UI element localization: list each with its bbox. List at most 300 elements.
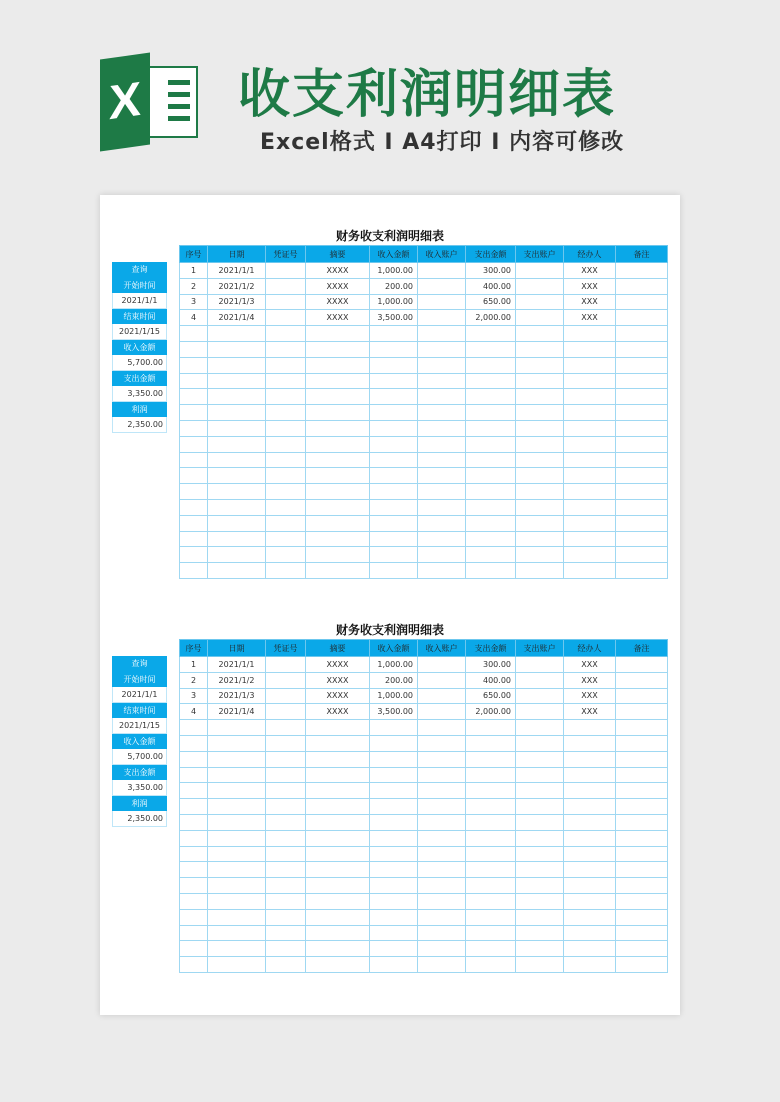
table-cell[interactable] [466,909,516,925]
table-cell[interactable] [616,814,668,830]
table-cell[interactable] [466,862,516,878]
table-cell[interactable]: 200.00 [370,278,418,294]
table-cell[interactable] [370,909,418,925]
table-cell[interactable] [266,720,306,736]
table-cell[interactable] [564,436,616,452]
table-cell[interactable] [516,720,564,736]
table-cell[interactable] [370,452,418,468]
table-cell[interactable] [516,468,564,484]
table-cell[interactable] [564,420,616,436]
table-cell[interactable] [564,751,616,767]
table-cell[interactable] [466,767,516,783]
table-cell[interactable] [306,326,370,342]
table-cell[interactable] [418,563,466,579]
table-cell[interactable] [418,704,466,720]
table-cell[interactable] [516,294,564,310]
table-cell[interactable] [306,405,370,421]
table-cell[interactable] [306,846,370,862]
table-cell[interactable]: 2021/1/3 [208,294,266,310]
table-cell[interactable] [306,547,370,563]
table-cell[interactable] [266,657,306,673]
table-cell[interactable]: 2,000.00 [466,310,516,326]
table-cell[interactable]: XXXX [306,310,370,326]
table-cell[interactable] [616,452,668,468]
table-cell[interactable] [616,405,668,421]
table-cell[interactable] [180,420,208,436]
table-cell[interactable] [418,263,466,279]
table-cell[interactable] [306,720,370,736]
table-cell[interactable] [370,941,418,957]
table-cell[interactable] [418,909,466,925]
table-cell[interactable] [616,389,668,405]
table-cell[interactable] [616,278,668,294]
table-cell[interactable] [208,389,266,405]
query-value[interactable]: 5,700.00 [112,749,167,765]
query-value[interactable]: 2021/1/1 [112,293,167,309]
table-cell[interactable] [266,862,306,878]
table-cell[interactable] [616,767,668,783]
table-cell[interactable] [616,310,668,326]
table-cell[interactable] [516,957,564,973]
table-cell[interactable] [616,547,668,563]
table-cell[interactable] [516,436,564,452]
table-cell[interactable]: 1 [180,263,208,279]
table-cell[interactable] [266,278,306,294]
table-cell[interactable] [516,846,564,862]
table-cell[interactable] [266,799,306,815]
table-cell[interactable] [180,751,208,767]
table-cell[interactable] [266,878,306,894]
table-cell[interactable]: 2021/1/4 [208,704,266,720]
table-cell[interactable] [306,373,370,389]
table-cell[interactable] [616,326,668,342]
table-cell[interactable] [180,547,208,563]
table-cell[interactable]: 3 [180,688,208,704]
table-cell[interactable] [180,720,208,736]
table-cell[interactable]: 650.00 [466,294,516,310]
table-cell[interactable] [616,862,668,878]
table-cell[interactable] [370,957,418,973]
table-cell[interactable] [370,563,418,579]
table-cell[interactable] [370,357,418,373]
table-cell[interactable] [208,862,266,878]
table-cell[interactable] [516,310,564,326]
query-value[interactable]: 2021/1/15 [112,718,167,734]
table-cell[interactable] [564,720,616,736]
table-cell[interactable] [266,814,306,830]
table-cell[interactable] [466,389,516,405]
table-cell[interactable] [180,326,208,342]
table-cell[interactable] [516,263,564,279]
table-cell[interactable]: 4 [180,704,208,720]
table-cell[interactable] [466,547,516,563]
table-cell[interactable] [418,751,466,767]
table-cell[interactable] [208,799,266,815]
table-cell[interactable] [564,735,616,751]
table-cell[interactable] [306,420,370,436]
table-cell[interactable] [564,357,616,373]
table-cell[interactable] [564,783,616,799]
table-cell[interactable] [516,484,564,500]
table-cell[interactable] [466,799,516,815]
table-cell[interactable]: 4 [180,310,208,326]
table-cell[interactable]: 3,500.00 [370,704,418,720]
table-cell[interactable] [208,878,266,894]
table-cell[interactable] [466,515,516,531]
table-cell[interactable] [208,751,266,767]
table-cell[interactable] [516,531,564,547]
table-cell[interactable] [306,893,370,909]
table-cell[interactable] [370,862,418,878]
table-cell[interactable] [616,499,668,515]
table-cell[interactable] [306,563,370,579]
table-cell[interactable] [370,799,418,815]
table-cell[interactable] [418,294,466,310]
table-cell[interactable] [564,830,616,846]
table-cell[interactable] [266,941,306,957]
table-cell[interactable] [516,688,564,704]
table-cell[interactable] [208,405,266,421]
table-cell[interactable] [370,830,418,846]
table-cell[interactable] [564,878,616,894]
table-cell[interactable] [208,735,266,751]
table-cell[interactable]: 200.00 [370,672,418,688]
table-cell[interactable] [516,357,564,373]
table-cell[interactable] [208,925,266,941]
table-cell[interactable] [208,893,266,909]
table-cell[interactable] [466,499,516,515]
table-cell[interactable] [418,436,466,452]
table-cell[interactable] [370,925,418,941]
table-cell[interactable] [370,878,418,894]
table-cell[interactable] [466,720,516,736]
table-cell[interactable]: 2021/1/1 [208,657,266,673]
table-cell[interactable] [616,357,668,373]
table-cell[interactable] [466,436,516,452]
table-cell[interactable] [370,341,418,357]
table-cell[interactable]: 300.00 [466,263,516,279]
table-cell[interactable]: 1 [180,657,208,673]
table-cell[interactable] [266,830,306,846]
table-cell[interactable] [266,405,306,421]
table-cell[interactable] [306,862,370,878]
table-cell[interactable] [418,373,466,389]
table-cell[interactable] [516,783,564,799]
table-cell[interactable] [616,672,668,688]
table-cell[interactable] [418,484,466,500]
table-cell[interactable] [180,846,208,862]
table-cell[interactable] [466,830,516,846]
table-cell[interactable] [564,452,616,468]
table-cell[interactable] [516,878,564,894]
table-cell[interactable] [616,893,668,909]
table-cell[interactable] [564,814,616,830]
table-cell[interactable] [516,830,564,846]
table-cell[interactable]: XXXX [306,294,370,310]
table-cell[interactable] [616,925,668,941]
table-cell[interactable] [616,657,668,673]
table-cell[interactable]: 1,000.00 [370,657,418,673]
table-cell[interactable] [370,436,418,452]
table-cell[interactable]: 2021/1/4 [208,310,266,326]
table-cell[interactable] [370,499,418,515]
table-cell[interactable] [418,720,466,736]
table-cell[interactable] [370,846,418,862]
table-cell[interactable] [370,735,418,751]
table-cell[interactable] [564,909,616,925]
table-cell[interactable] [180,499,208,515]
table-cell[interactable]: 3 [180,294,208,310]
table-cell[interactable] [418,830,466,846]
table-cell[interactable] [180,563,208,579]
table-cell[interactable] [370,484,418,500]
table-cell[interactable] [466,893,516,909]
table-cell[interactable] [180,341,208,357]
table-cell[interactable] [616,373,668,389]
table-cell[interactable]: 2 [180,672,208,688]
table-cell[interactable] [306,499,370,515]
table-cell[interactable] [466,814,516,830]
table-cell[interactable] [306,389,370,405]
table-cell[interactable] [516,420,564,436]
table-cell[interactable] [266,263,306,279]
table-cell[interactable] [616,957,668,973]
table-cell[interactable] [466,846,516,862]
query-value[interactable]: 2,350.00 [112,417,167,433]
table-cell[interactable] [370,893,418,909]
table-cell[interactable] [418,657,466,673]
table-cell[interactable] [266,499,306,515]
table-cell[interactable] [208,957,266,973]
table-cell[interactable] [306,925,370,941]
table-cell[interactable] [306,357,370,373]
table-cell[interactable] [266,326,306,342]
table-cell[interactable] [208,452,266,468]
table-cell[interactable] [564,767,616,783]
table-cell[interactable] [418,941,466,957]
table-cell[interactable] [616,783,668,799]
table-cell[interactable] [306,341,370,357]
table-cell[interactable] [516,704,564,720]
table-cell[interactable] [306,941,370,957]
table-cell[interactable] [266,310,306,326]
table-cell[interactable] [180,909,208,925]
table-cell[interactable]: XXX [564,294,616,310]
table-cell[interactable] [180,436,208,452]
table-cell[interactable] [180,735,208,751]
table-cell[interactable]: XXX [564,310,616,326]
table-cell[interactable] [208,941,266,957]
table-cell[interactable] [516,499,564,515]
table-cell[interactable] [564,957,616,973]
table-cell[interactable] [564,515,616,531]
table-cell[interactable] [564,893,616,909]
table-cell[interactable]: 3,500.00 [370,310,418,326]
table-cell[interactable] [208,468,266,484]
table-cell[interactable] [466,405,516,421]
table-cell[interactable] [616,341,668,357]
table-cell[interactable] [418,420,466,436]
table-cell[interactable] [266,751,306,767]
table-cell[interactable] [466,452,516,468]
table-cell[interactable] [418,957,466,973]
table-cell[interactable] [616,720,668,736]
table-cell[interactable] [266,420,306,436]
table-cell[interactable] [306,909,370,925]
table-cell[interactable] [616,941,668,957]
table-cell[interactable] [616,878,668,894]
table-cell[interactable] [564,405,616,421]
table-cell[interactable] [180,452,208,468]
table-cell[interactable] [180,878,208,894]
table-cell[interactable] [266,688,306,704]
table-cell[interactable] [418,783,466,799]
table-cell[interactable] [418,547,466,563]
table-cell[interactable]: XXX [564,278,616,294]
table-cell[interactable]: 2021/1/3 [208,688,266,704]
table-cell[interactable] [516,373,564,389]
table-cell[interactable] [370,405,418,421]
table-cell[interactable] [616,484,668,500]
table-cell[interactable] [370,767,418,783]
table-cell[interactable] [180,373,208,389]
table-cell[interactable] [370,515,418,531]
table-cell[interactable] [370,389,418,405]
table-cell[interactable] [208,420,266,436]
table-cell[interactable] [208,720,266,736]
table-cell[interactable] [564,925,616,941]
table-cell[interactable] [180,957,208,973]
table-cell[interactable]: 1,000.00 [370,263,418,279]
table-cell[interactable] [466,341,516,357]
table-cell[interactable] [418,357,466,373]
table-cell[interactable] [418,341,466,357]
table-cell[interactable] [266,563,306,579]
table-cell[interactable] [616,531,668,547]
table-cell[interactable] [266,909,306,925]
table-cell[interactable] [418,531,466,547]
table-cell[interactable] [564,373,616,389]
table-cell[interactable] [418,735,466,751]
table-cell[interactable]: XXXX [306,263,370,279]
table-cell[interactable] [180,783,208,799]
table-cell[interactable] [616,830,668,846]
table-cell[interactable] [306,515,370,531]
table-cell[interactable] [516,657,564,673]
table-cell[interactable] [306,783,370,799]
table-cell[interactable] [266,704,306,720]
table-cell[interactable] [466,957,516,973]
table-cell[interactable] [306,799,370,815]
table-cell[interactable] [516,278,564,294]
table-cell[interactable]: XXX [564,263,616,279]
table-cell[interactable] [266,531,306,547]
table-cell[interactable] [306,735,370,751]
table-cell[interactable] [370,468,418,484]
table-cell[interactable] [266,452,306,468]
table-cell[interactable] [466,420,516,436]
table-cell[interactable] [266,957,306,973]
table-cell[interactable] [516,326,564,342]
table-cell[interactable] [180,767,208,783]
table-cell[interactable] [516,909,564,925]
table-cell[interactable] [466,373,516,389]
table-cell[interactable]: 2021/1/1 [208,263,266,279]
table-cell[interactable] [180,405,208,421]
table-cell[interactable] [208,846,266,862]
table-cell[interactable] [180,925,208,941]
table-cell[interactable] [616,468,668,484]
table-cell[interactable] [418,499,466,515]
table-cell[interactable] [208,357,266,373]
table-cell[interactable]: 2 [180,278,208,294]
table-cell[interactable] [564,468,616,484]
table-cell[interactable] [616,420,668,436]
table-cell[interactable] [418,278,466,294]
table-cell[interactable] [208,436,266,452]
table-cell[interactable]: XXX [564,657,616,673]
table-cell[interactable] [418,767,466,783]
table-cell[interactable] [266,672,306,688]
table-cell[interactable] [466,357,516,373]
table-cell[interactable] [180,941,208,957]
table-cell[interactable] [466,751,516,767]
table-cell[interactable] [616,515,668,531]
table-cell[interactable] [266,735,306,751]
table-cell[interactable] [466,783,516,799]
table-cell[interactable] [516,515,564,531]
table-cell[interactable] [208,767,266,783]
table-cell[interactable] [516,405,564,421]
table-cell[interactable] [516,893,564,909]
table-cell[interactable] [208,909,266,925]
table-cell[interactable] [180,814,208,830]
table-cell[interactable] [306,814,370,830]
table-cell[interactable] [180,830,208,846]
query-value[interactable]: 3,350.00 [112,386,167,402]
table-cell[interactable] [266,767,306,783]
table-cell[interactable] [266,294,306,310]
table-cell[interactable] [208,547,266,563]
table-cell[interactable] [306,751,370,767]
table-cell[interactable] [516,862,564,878]
table-cell[interactable] [564,326,616,342]
table-cell[interactable] [266,389,306,405]
table-cell[interactable]: 400.00 [466,672,516,688]
table-cell[interactable] [616,735,668,751]
table-cell[interactable] [266,783,306,799]
table-cell[interactable] [516,452,564,468]
table-cell[interactable] [370,373,418,389]
table-cell[interactable] [180,799,208,815]
table-cell[interactable] [616,436,668,452]
table-cell[interactable]: 650.00 [466,688,516,704]
table-cell[interactable] [266,468,306,484]
table-cell[interactable] [208,326,266,342]
table-cell[interactable] [266,373,306,389]
table-cell[interactable] [208,341,266,357]
table-cell[interactable] [516,767,564,783]
table-cell[interactable] [564,862,616,878]
table-cell[interactable] [466,878,516,894]
table-cell[interactable] [564,531,616,547]
table-cell[interactable] [418,862,466,878]
table-cell[interactable] [564,484,616,500]
table-cell[interactable] [564,799,616,815]
table-cell[interactable] [180,893,208,909]
table-cell[interactable] [516,341,564,357]
table-cell[interactable] [266,484,306,500]
